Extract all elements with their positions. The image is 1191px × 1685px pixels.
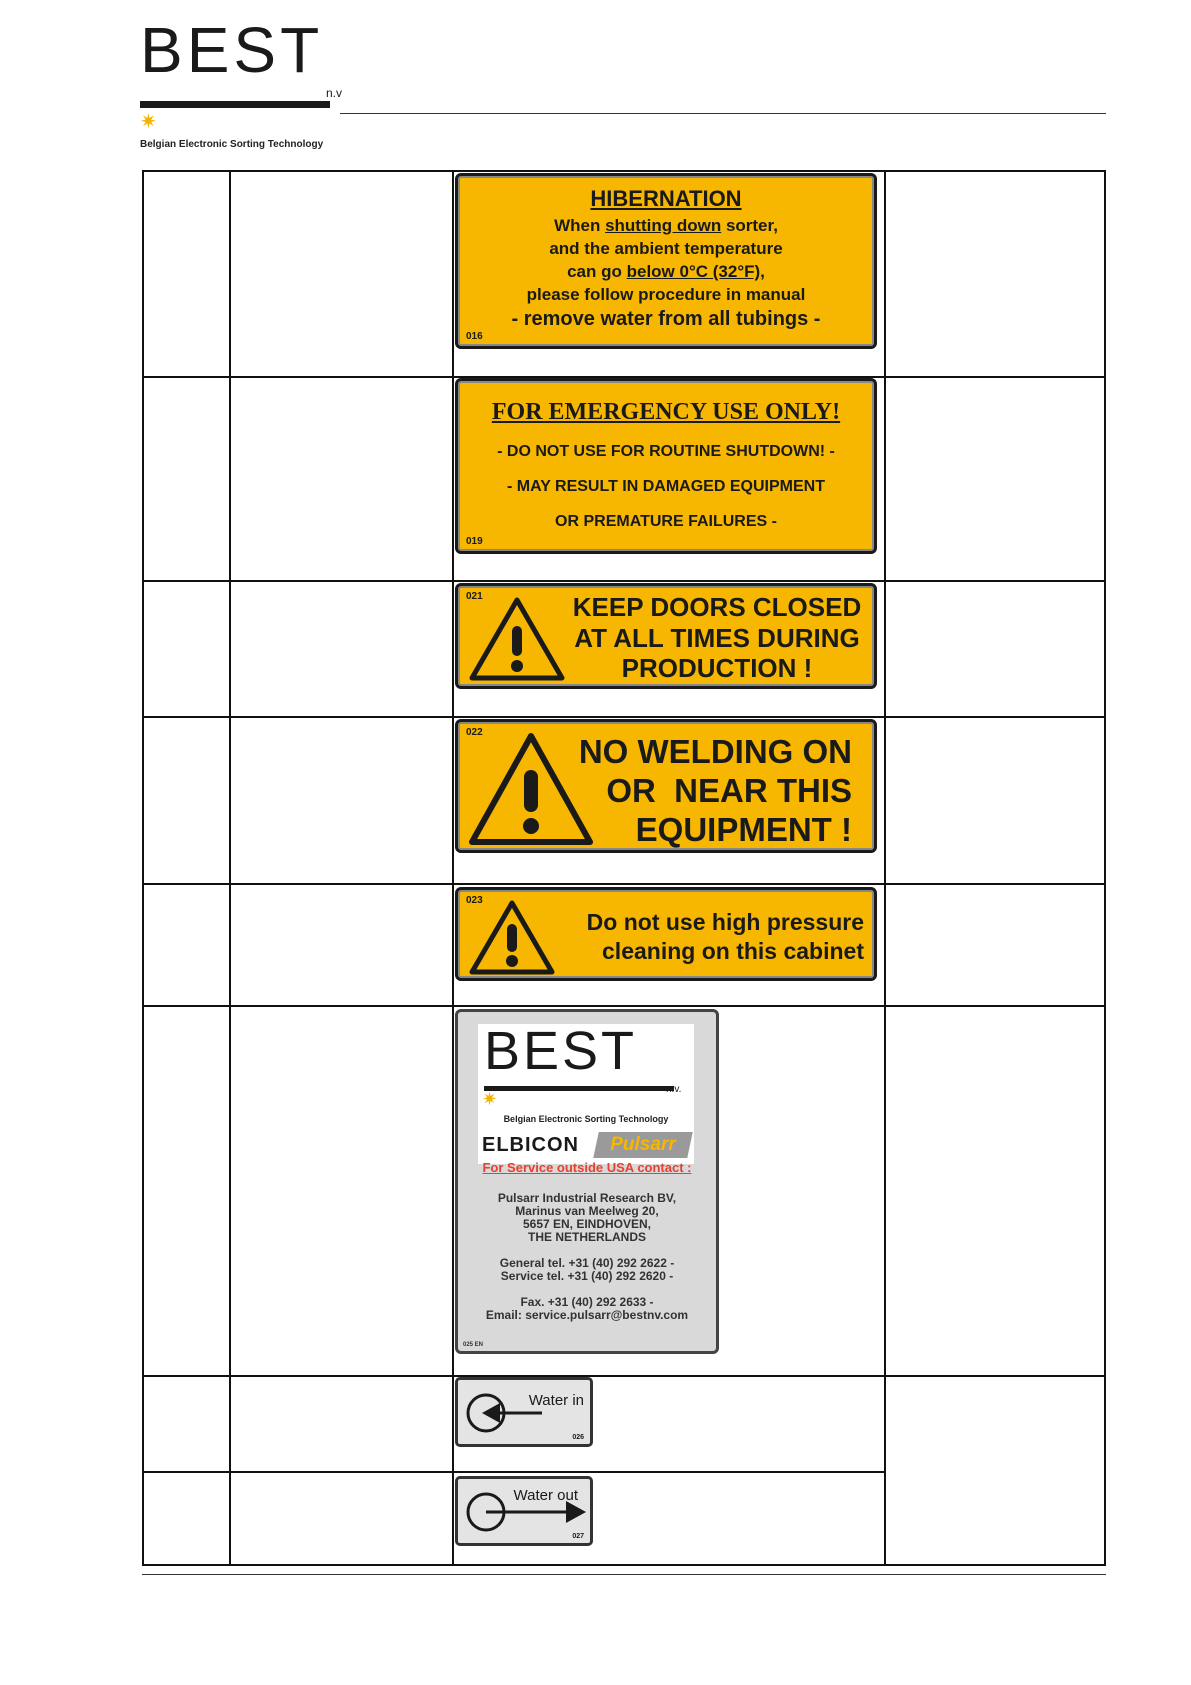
row-divider (144, 1375, 1104, 1377)
best-logo (140, 14, 343, 150)
row-divider (144, 1471, 884, 1473)
hibernation-sign (455, 173, 877, 349)
logo-tagline: Belgian Electronic Sorting Technology (140, 139, 324, 150)
card-logo-word: BEST (484, 1021, 638, 1081)
welding-line-2: OR NEAR THIS (606, 772, 852, 809)
card-logo-suffix: n.v. (666, 1084, 682, 1095)
text-part: shutting down (605, 216, 722, 235)
sign-code: 016 (466, 331, 483, 342)
logo-suffix: n.v (326, 86, 343, 100)
column-divider (884, 172, 886, 1564)
pressure-line-1: Do not use high pressure (586, 909, 864, 935)
logo-word: BEST (140, 14, 324, 86)
column-divider (229, 172, 231, 1564)
hibernation-line-1 (458, 216, 874, 236)
sign-code: 023 (466, 895, 483, 906)
text-part: below 0°C (32°F) (626, 262, 761, 281)
card-logo-underline (484, 1086, 674, 1091)
hibernation-line-2: and the ambient temperature (549, 239, 783, 258)
emergency-title: FOR EMERGENCY USE ONLY! (491, 399, 841, 425)
card-country: THE NETHERLANDS (527, 1230, 646, 1244)
card-code: 025 EN (463, 1342, 484, 1348)
warning-triangle-icon (466, 730, 596, 850)
card-logo (478, 1021, 694, 1128)
high-pressure-sign (455, 887, 877, 981)
card-service-tel: Service tel. +31 (40) 292 2620 - (500, 1269, 674, 1283)
warning-triangle-icon (466, 594, 568, 684)
row-divider (144, 883, 1104, 885)
service-contact-card (455, 1009, 719, 1354)
row-divider (144, 1005, 1104, 1007)
card-brand-logos (478, 1128, 694, 1164)
hibernation-line-4: please follow procedure in manual (526, 285, 806, 304)
emergency-line-2: - MAY RESULT IN DAMAGED EQUIPMENT (507, 478, 825, 495)
row-divider (144, 580, 1104, 582)
water-out-label (455, 1476, 593, 1546)
column-divider (452, 172, 454, 1564)
card-company: Pulsarr Industrial Research BV, (497, 1191, 677, 1205)
emergency-sign (455, 378, 877, 554)
pulsarr-logo-text: Pulsarr (610, 1134, 676, 1155)
card-city: 5657 EN, EINDHOVEN, (522, 1217, 652, 1231)
emergency-line-3: OR PREMATURE FAILURES - (555, 513, 777, 530)
doors-line-1: KEEP DOORS CLOSED (572, 592, 862, 622)
header-divider (340, 113, 1106, 114)
pulsarr-logo (593, 1132, 693, 1158)
sign-code: 019 (466, 536, 483, 547)
card-general-tel: General tel. +31 (40) 292 2622 - (499, 1256, 675, 1270)
water-in-text: Water in (528, 1392, 584, 1409)
card-logo-tagline: Belgian Electronic Sorting Technology (503, 1114, 669, 1124)
water-in-label (455, 1377, 593, 1447)
card-fax: Fax. +31 (40) 292 2633 - (520, 1295, 654, 1309)
water-in-code: 026 (572, 1434, 584, 1441)
text-part: sorter, (721, 216, 778, 235)
sign-code: 021 (466, 591, 483, 602)
service-heading: For Service outside USA contact : (482, 1160, 692, 1175)
hibernation-title: HIBERNATION (590, 186, 742, 211)
elbicon-logo: ELBICON (482, 1134, 579, 1156)
row-divider (144, 716, 1104, 718)
text-part: When (554, 216, 606, 235)
hibernation-line-5: - remove water from all tubings - (511, 308, 821, 330)
pressure-line-2: cleaning on this cabinet (602, 938, 864, 964)
card-logo-star-icon: ✷ (482, 1089, 498, 1109)
doors-line-2: AT ALL TIMES DURING (574, 622, 860, 653)
card-email: Email: service.pulsarr@bestnv.com (485, 1308, 689, 1322)
water-out-text: Water out (513, 1487, 578, 1504)
footer-divider (142, 1574, 1106, 1575)
welding-line-3: EQUIPMENT ! (635, 811, 852, 848)
doors-line-3: PRODUCTION ! (621, 653, 813, 684)
card-street: Marinus van Meelweg 20, (515, 1204, 659, 1218)
text-part: , (760, 262, 765, 281)
warning-triangle-icon (466, 898, 558, 978)
emergency-line-1: - DO NOT USE FOR ROUTINE SHUTDOWN! - (497, 443, 835, 460)
hibernation-line-3 (458, 262, 874, 282)
no-welding-sign (455, 719, 877, 853)
logo-star-icon: ✷ (140, 111, 157, 133)
keep-doors-closed-sign (455, 583, 877, 689)
welding-line-1: NO WELDING ON (578, 733, 852, 770)
water-out-code: 027 (572, 1533, 584, 1540)
logo-underline (140, 101, 330, 108)
sign-code: 022 (466, 727, 483, 738)
text-part: can go (567, 262, 627, 281)
